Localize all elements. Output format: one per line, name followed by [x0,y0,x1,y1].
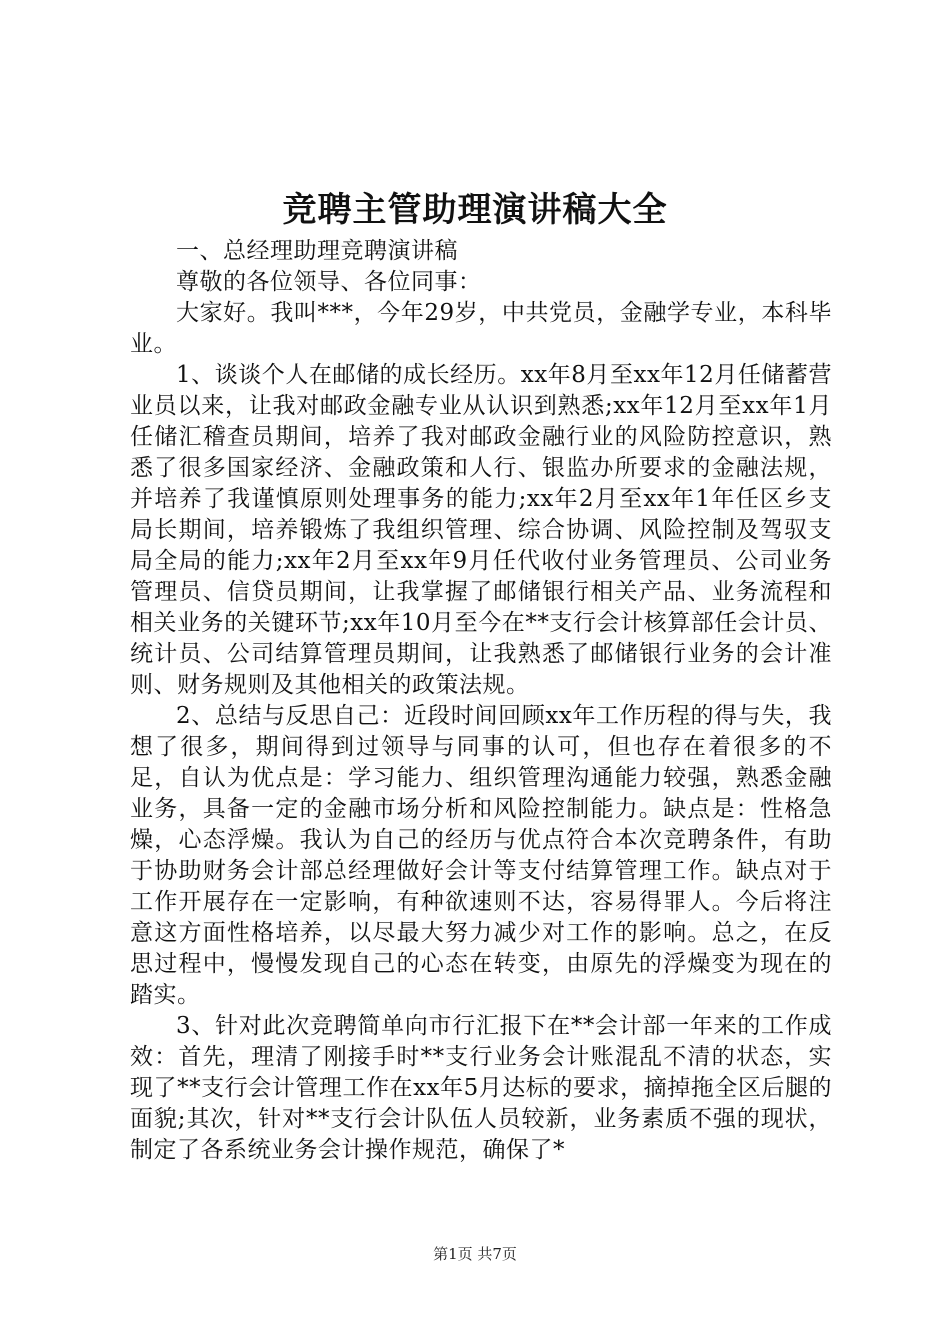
body-paragraph: 2、总结与反思自己：近段时间回顾xx年工作历程的得与失，我想了很多，期间得到过领导与同事的认可，但也存在着很多的不足，自认为优点是：学习能力、组织管理沟通能力较强，熟悉金融业务，具备一定的金融市场分析和风险控制能力。缺点是：性格急燥，心态浮燥。我认为自己的经历与优点符合本次竞聘条件，有助于协助财务会计部总经理做好会计等支付结算管理工作。缺点对于工作开展存在一定影响，有种欲速则不达，容易得罪人。今后将注意这方面性格培养，以尽最大努力减少对工作的影响。总之，在反思过程中，慢慢发现自己的心态在转变，由原先的浮燥变为现在的踏实。 [130,703,832,1008]
document-body [130,236,832,1166]
section-heading: 一、总经理助理竞聘演讲稿 [176,238,458,264]
body-paragraph: 1、谈谈个人在邮储的成长经历。xx年8月至xx年12月任储蓄营业员以来，让我对邮政金融专业从认识到熟悉;xx年12月至xx年1月任储汇稽查员期间，培养了我对邮政金融行业的风险防控意识，熟悉了很多国家经济、金融政策和人行、银监办所要求的金融法规，并培养了我谨慎原则处理事务的能力;xx年2月至xx年1年任区乡支局长期间，培养锻炼了我组织管理、综合协调、风险控制及驾驭支局全局的能力;xx年2月至xx年9月任代收付业务管理员、公司业务管理员、信贷员期间，让我掌握了邮储银行相关产品、业务流程和相关业务的关键环节;xx年10月至今在**支行会计核算部任会计员、统计员、公司结算管理员期间，让我熟悉了邮储银行业务的会计准则、财务规则及其他相关的政策法规。 [130,362,832,698]
document-title: 竞聘主管助理演讲稿大全 [282,190,668,230]
body-paragraph: 大家好。我叫***，今年29岁，中共党员，金融学专业，本科毕业。 [130,300,832,357]
body-paragraph: 3、针对此次竞聘简单向市行汇报下在**会计部一年来的工作成效：首先，理清了刚接手时**支行业务会计账混乱不清的状态，实现了**支行会计管理工作在xx年5月达标的要求，摘掉拖全区后腿的面貌;其次，针对**支行会计队伍人员较新，业务素质不强的现状，制定了各系统业务会计操作规范，确保了* [130,1013,832,1163]
salutation: 尊敬的各位领导、各位同事： [176,269,482,295]
page-number-footer: 第1页 共7页 [433,1245,517,1263]
